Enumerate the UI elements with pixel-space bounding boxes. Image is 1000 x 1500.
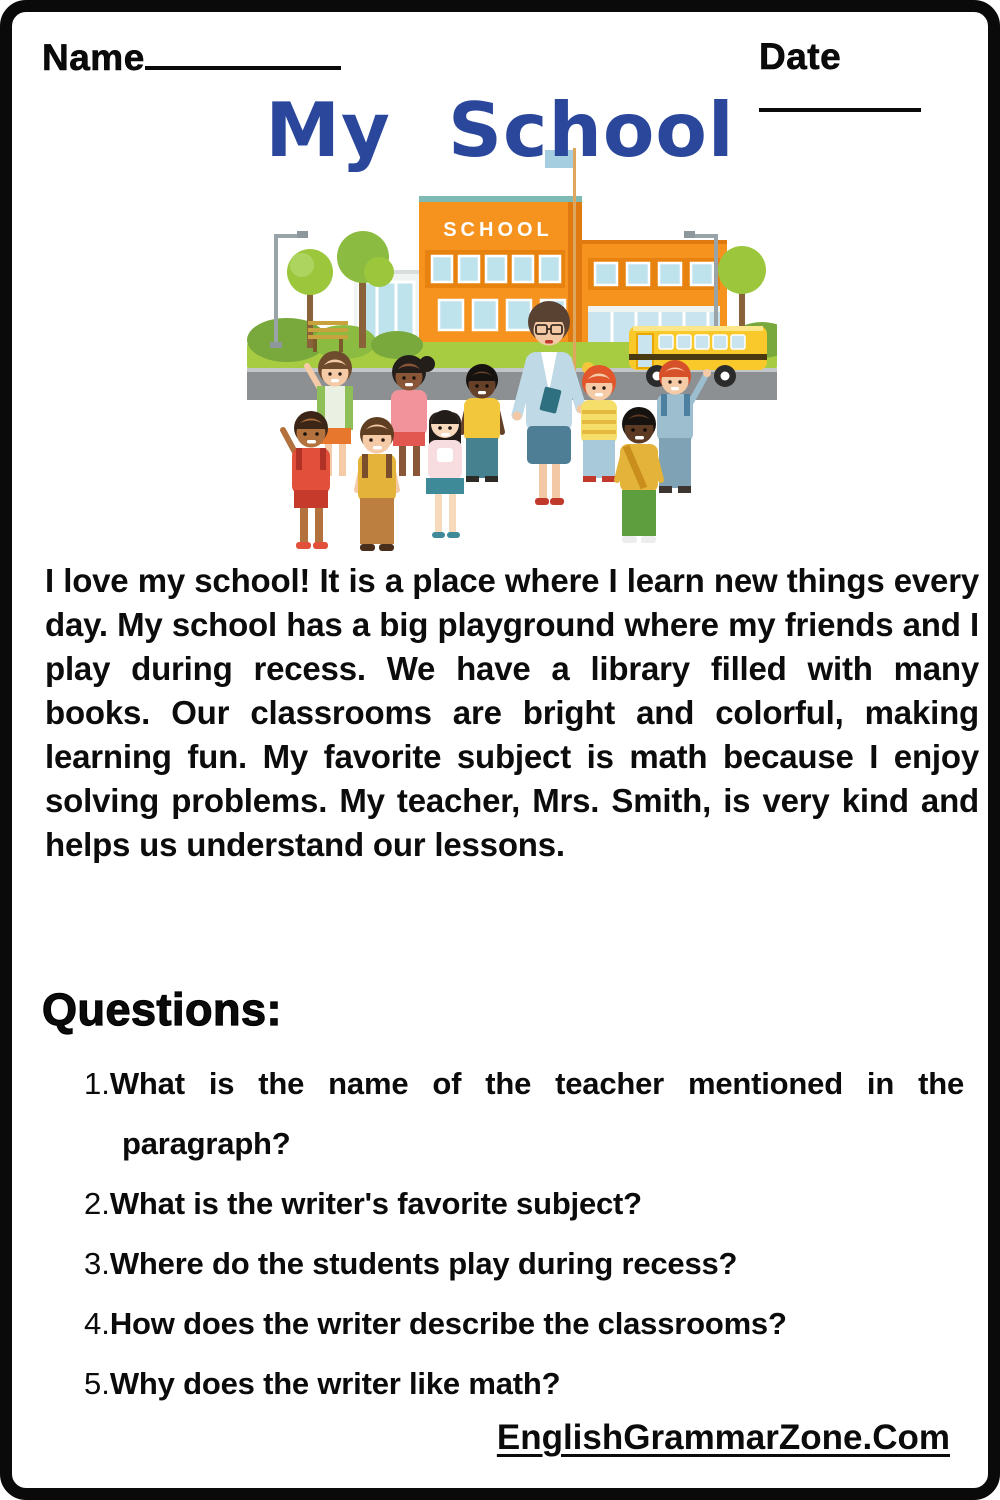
question-number: 2. bbox=[84, 1186, 110, 1221]
question-text: How does the writer describe the classrooms? bbox=[109, 1306, 787, 1341]
student-boy-mustard bbox=[357, 417, 397, 551]
question-text: What is the name of the teacher mentioned in the paragraph? bbox=[109, 1066, 964, 1161]
student-girl-long-hair bbox=[426, 410, 464, 538]
questions-heading: Questions: bbox=[42, 984, 283, 1035]
question-number: 3. bbox=[84, 1246, 110, 1281]
website-link[interactable]: EnglishGrammarZone.Com bbox=[496, 1418, 950, 1457]
question-number: 4. bbox=[84, 1306, 110, 1341]
question-number: 1. bbox=[84, 1066, 110, 1101]
question-text: Why does the writer like math? bbox=[109, 1366, 561, 1401]
student-girl-striped bbox=[581, 362, 617, 482]
question-item-4 bbox=[84, 1294, 964, 1354]
question-item-3 bbox=[84, 1234, 964, 1294]
student-boy-red-waving bbox=[283, 411, 330, 549]
question-item-2 bbox=[84, 1174, 964, 1234]
student-boy-waving-teal bbox=[657, 360, 711, 493]
question-number: 5. bbox=[84, 1366, 110, 1401]
school-illustration bbox=[247, 140, 777, 560]
page-title: My School bbox=[265, 86, 735, 174]
header-fields bbox=[42, 36, 958, 86]
questions-list bbox=[84, 1054, 964, 1414]
student-boy-yellow-tank bbox=[462, 364, 502, 482]
reading-passage: I love my school! It is a place where I learn new things every day. My school has a big playground where my friends and I play during recess. We have a library filled with many books. Our classrooms are bright and colorful, making learning fun. My favorite subject is math because I enjoy solving problems. My teacher, Mrs. Smith, is very kind and helps us understand our lessons. bbox=[45, 562, 979, 863]
question-text: Where do the students play during recess? bbox=[109, 1246, 738, 1281]
question-item-5 bbox=[84, 1354, 964, 1414]
school-sign-text: SCHOOL bbox=[443, 219, 553, 241]
date-label: Date bbox=[759, 36, 842, 77]
question-item-1 bbox=[84, 1054, 964, 1174]
student-boy-green-pants bbox=[617, 407, 661, 543]
name-field bbox=[42, 36, 341, 79]
name-blank-line bbox=[145, 36, 341, 70]
question-text: What is the writer's favorite subject? bbox=[109, 1186, 642, 1221]
name-label: Name bbox=[42, 37, 145, 78]
